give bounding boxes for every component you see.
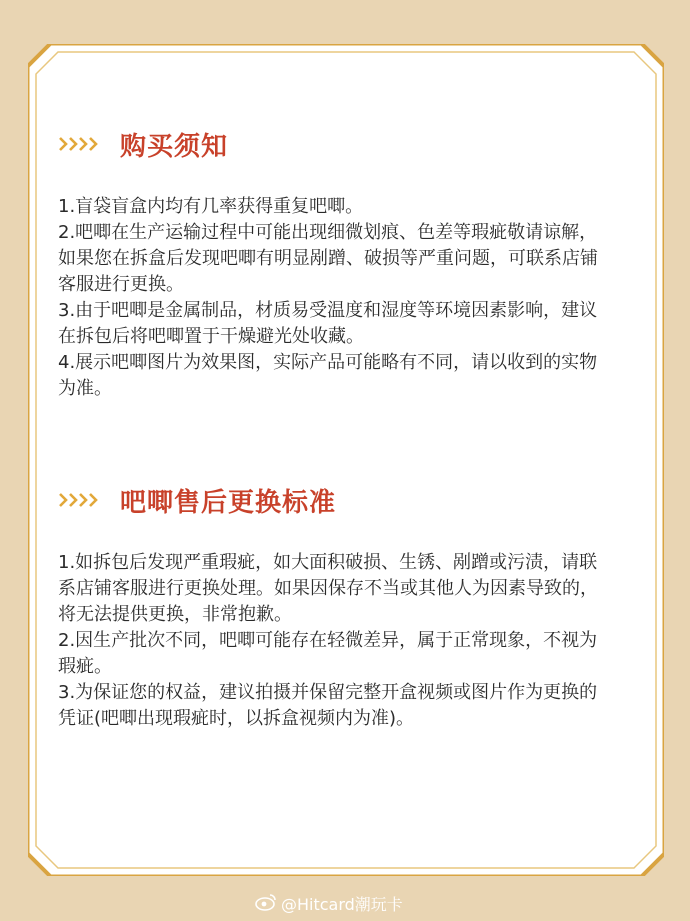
item-list — [58, 550, 598, 732]
list-item: 3.由于吧唧是金属制品，材质易受温度和湿度等环境因素影响，建议在拆包后将吧唧置于干燥避光处收藏。 — [58, 300, 598, 347]
section-heading: 吧唧售后更换标准 — [120, 487, 337, 518]
watermark-text: @Hitcard潮玩卡 — [281, 895, 403, 914]
list-item: 2.吧唧在生产运输过程中可能出现细微划痕、色差等瑕疵敬请谅解，如果您在拆盒后发现吧唧有明显剐蹭、破损等严重问题，可联系店铺客服进行更换。 — [58, 222, 598, 295]
list-item: 3.为保证您的权益，建议拍摄并保留完整开盒视频或图片作为更换的凭证(吧唧出现瑕疵时，以拆盒视频内为准)。 — [58, 682, 598, 729]
list-item: 4.展示吧唧图片为效果图，实际产品可能略有不同，请以收到的实物为准。 — [58, 352, 598, 399]
section-title — [58, 124, 598, 164]
list-item: 2.因生产批次不同，吧唧可能存在轻微差异，属于正常现象，不视为瑕疵。 — [58, 630, 598, 677]
section-title — [58, 480, 598, 520]
section-purchase-notice — [58, 124, 598, 402]
list-item: 1.盲袋盲盒内均有几率获得重复吧唧。 — [58, 196, 364, 217]
list-item: 1.如拆包后发现严重瑕疵，如大面积破损、生锈、剐蹭或污渍，请联系店铺客服进行更换处理。如果因保存不当或其他人为因素导致的，将无法提供更换，非常抱歉。 — [58, 552, 598, 625]
section-after-sales — [58, 480, 598, 732]
item-list — [58, 194, 598, 402]
chevrons-right-icon — [58, 491, 104, 509]
watermark — [255, 892, 403, 915]
weibo-icon — [255, 893, 277, 915]
section-heading: 购买须知 — [120, 131, 229, 162]
chevrons-right-icon — [58, 135, 104, 153]
